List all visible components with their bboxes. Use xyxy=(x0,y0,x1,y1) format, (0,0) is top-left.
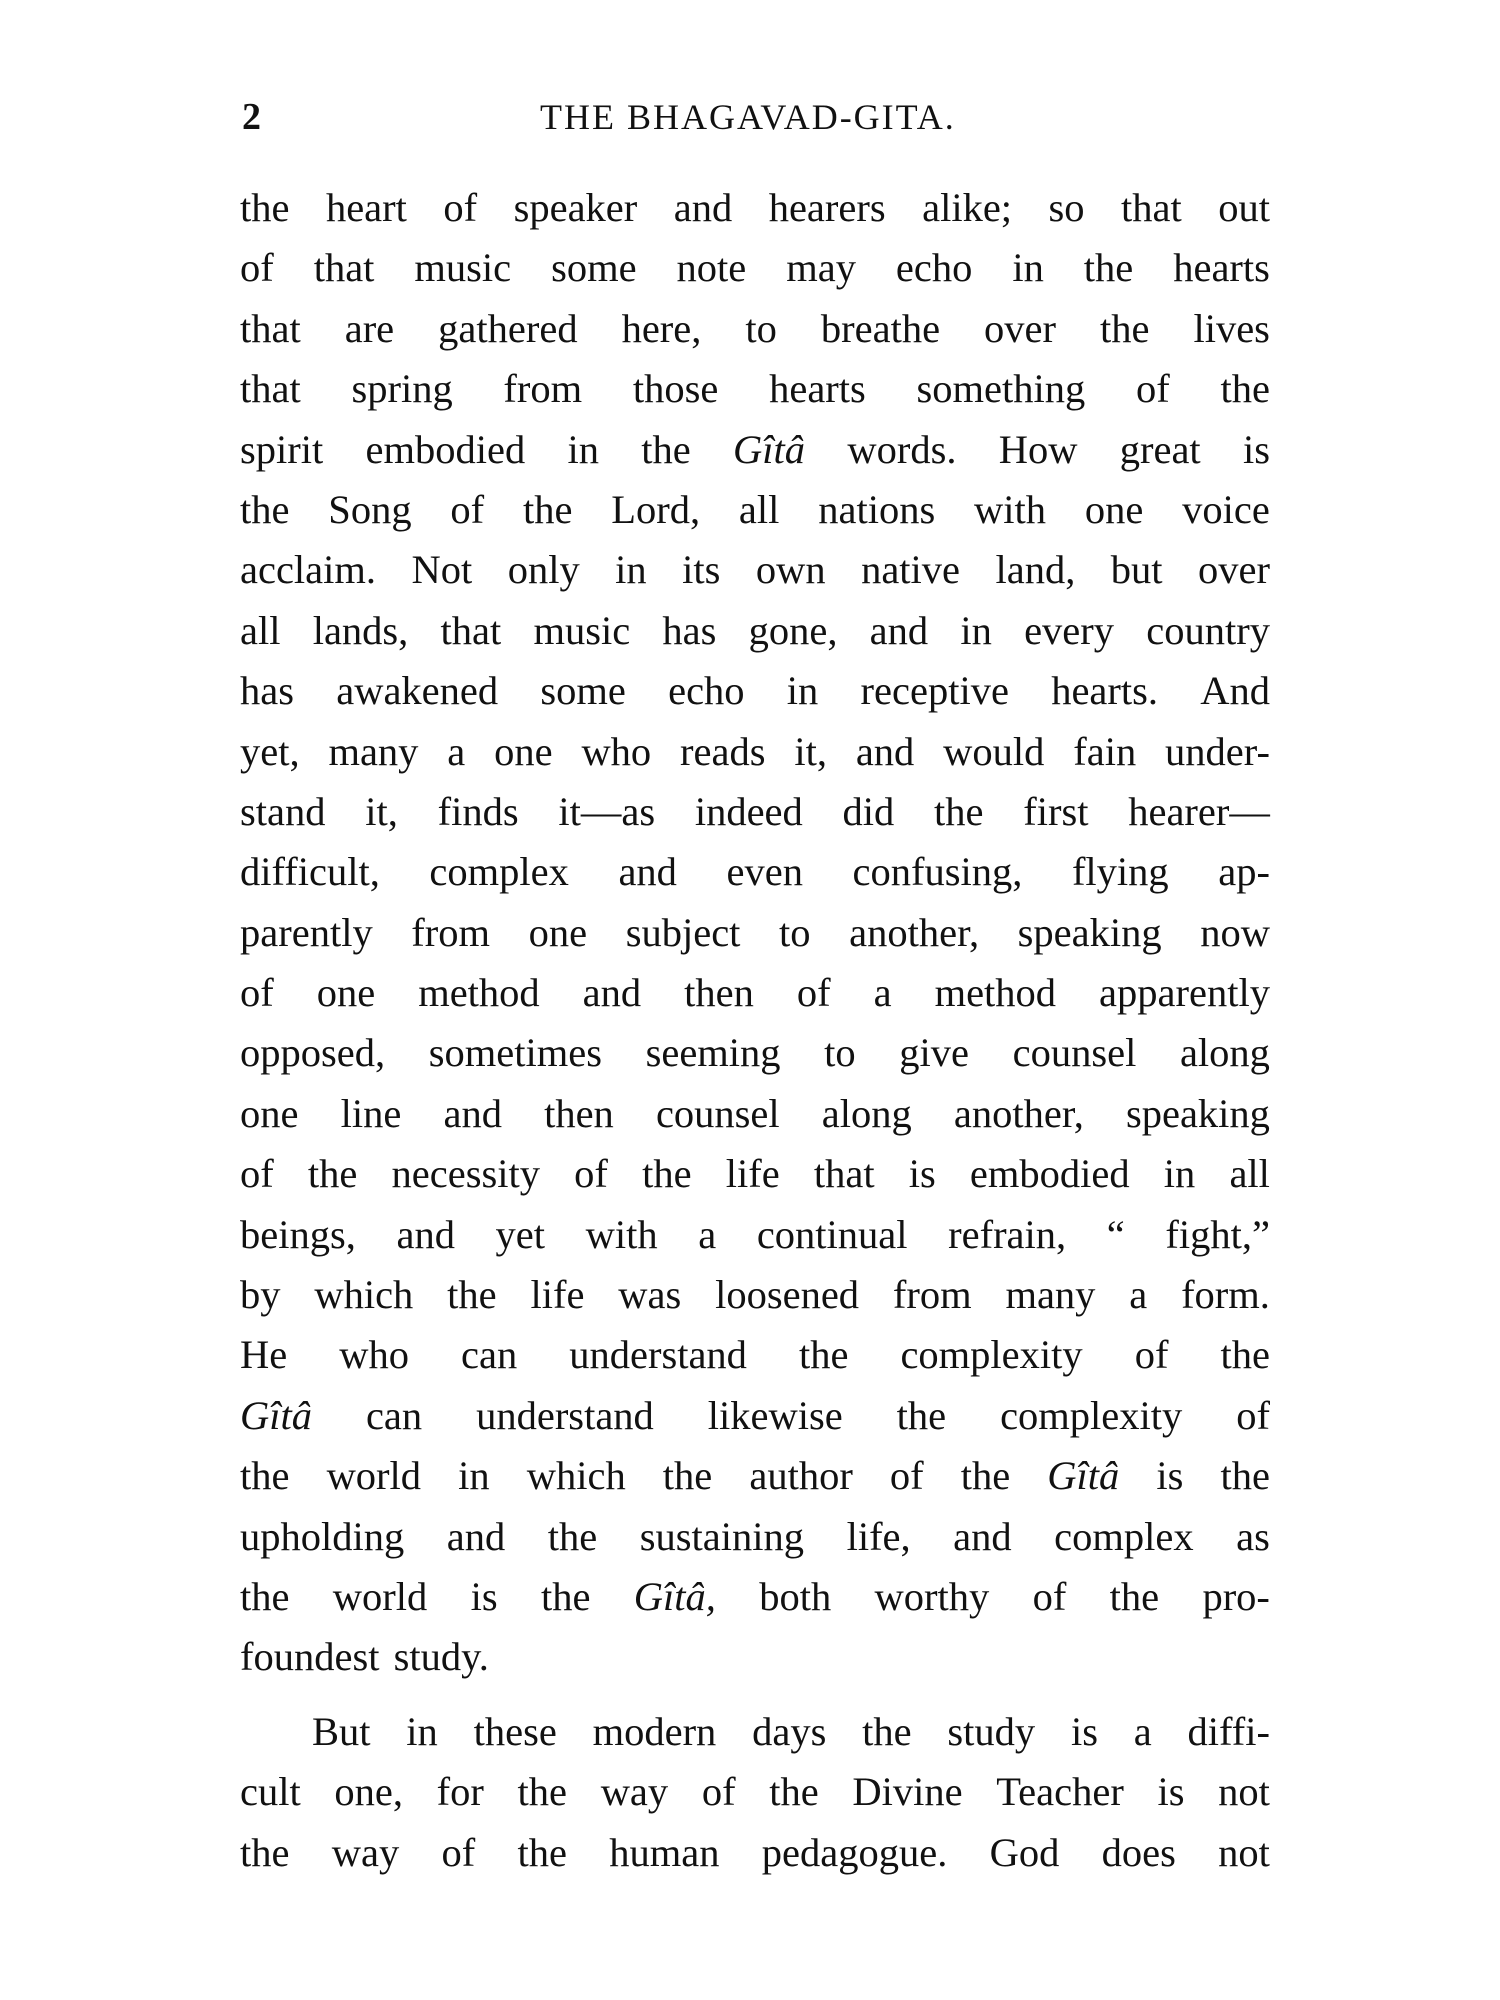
text-line: by which the life was loosened from many a form. xyxy=(240,1272,1270,1318)
text-line: parently from one subject to another, speaking now xyxy=(240,909,1270,955)
paragraph xyxy=(240,178,1270,1688)
text-line: that spring from those hearts something of the xyxy=(240,366,1270,412)
text-line: difficult, complex and even confusing, flying ap- xyxy=(240,849,1270,895)
text-line: Gîtâ can understand likewise the complexity of xyxy=(240,1392,1270,1438)
text-line: of that music some note may echo in the hearts xyxy=(240,245,1270,291)
text-line: cult one, for the way of the Divine Teacher is not xyxy=(240,1769,1270,1815)
text-line: acclaim. Not only in its own native land, but over xyxy=(240,547,1270,593)
text-line: But in these modern days the study is a diffi- xyxy=(312,1708,1270,1754)
text-line: stand it, finds it—as indeed did the first hearer— xyxy=(240,788,1270,834)
text-line: of the necessity of the life that is embodied in all xyxy=(240,1151,1270,1197)
text-line: foundest study. xyxy=(240,1634,489,1680)
text-line: spirit embodied in the Gîtâ words. How great is xyxy=(240,426,1270,472)
running-title: THE BHAGAVAD-GITA. xyxy=(540,97,956,137)
text-line: opposed, sometimes seeming to give counsel along xyxy=(240,1030,1270,1076)
body-text xyxy=(240,178,1270,1883)
text-line: that are gathered here, to breathe over the lives xyxy=(240,305,1270,351)
text-line: the Song of the Lord, all nations with one voice xyxy=(240,486,1270,532)
text-line: of one method and then of a method apparently xyxy=(240,970,1270,1016)
page-number: 2 xyxy=(242,96,261,138)
text-line: the world is the Gîtâ, both worthy of the pro- xyxy=(240,1573,1270,1619)
text-line: beings, and yet with a continual refrain, “ fight,” xyxy=(240,1211,1270,1257)
paragraph xyxy=(240,1702,1270,1883)
text-line: yet, many a one who reads it, and would fain under- xyxy=(240,728,1270,774)
text-line: one line and then counsel along another, speaking xyxy=(240,1090,1270,1136)
text-line: the heart of speaker and hearers alike; so that out xyxy=(240,185,1270,230)
text-line: has awakened some echo in receptive hearts. And xyxy=(240,668,1270,714)
text-line: upholding and the sustaining life, and complex as xyxy=(240,1513,1270,1559)
text-line: all lands, that music has gone, and in every country xyxy=(240,607,1270,653)
text-line: the way of the human pedagogue. God does not xyxy=(240,1829,1270,1875)
text-line: He who can understand the complexity of the xyxy=(240,1332,1270,1378)
running-head xyxy=(240,92,1270,142)
text-line: the world in which the author of the Gîtâ is the xyxy=(240,1453,1270,1499)
